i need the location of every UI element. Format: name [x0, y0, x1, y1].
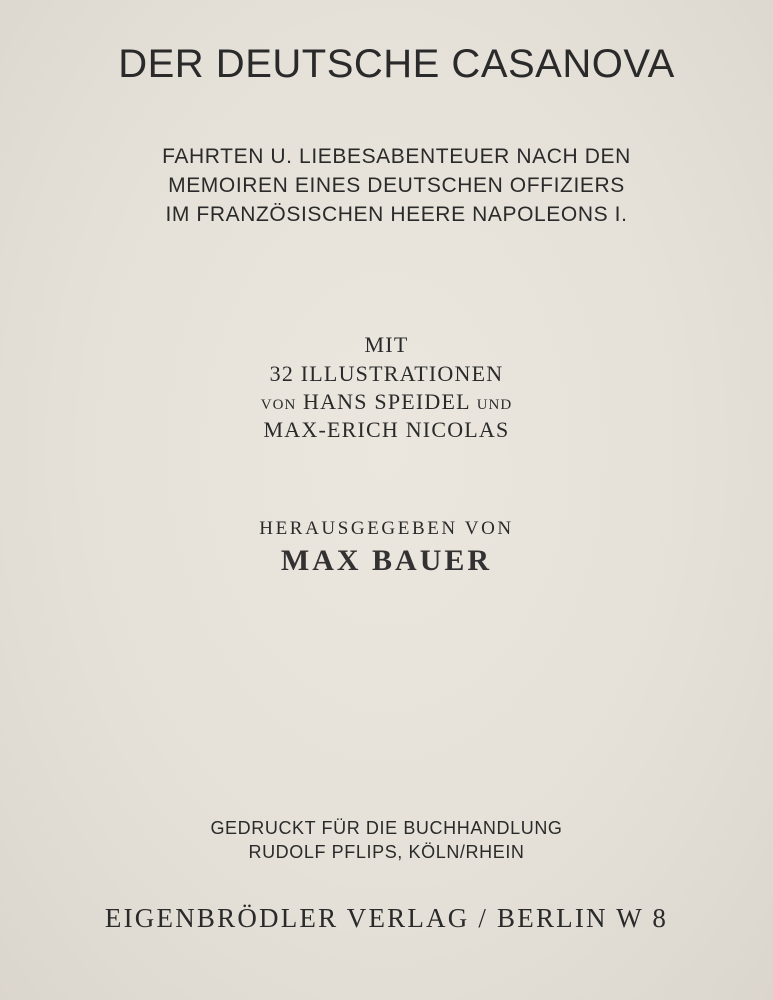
von-word: VON	[260, 397, 297, 413]
book-title: DER DEUTSCHE CASANOVA	[118, 42, 675, 86]
subtitle-line-3: IM FRANZÖSISCHEN HEERE NAPOLEONS I.	[165, 203, 628, 226]
publisher-imprint: EIGENBRÖDLER VERLAG / BERLIN W 8	[104, 903, 669, 933]
illustrators-line-1	[0, 389, 773, 415]
editor-intro: HERAUSGEGEBEN VON	[259, 518, 514, 539]
subtitle-line-2: MEMOIREN EINES DEUTSCHEN OFFIZIERS	[168, 174, 625, 197]
illustrator-name-2: MAX-ERICH NICOLAS	[263, 417, 510, 442]
subtitle-line-1: FAHRTEN U. LIEBESABENTEUER NACH DEN	[162, 145, 631, 168]
printed-for-line-1: GEDRUCKT FÜR DIE BUCHHANDLUNG	[210, 818, 563, 838]
und-word: UND	[476, 397, 513, 413]
printed-for-line-2: RUDOLF PFLIPS, KÖLN/RHEIN	[248, 842, 525, 862]
illustrations-mit: MIT	[364, 332, 409, 357]
editor-name: MAX BAUER	[280, 544, 493, 577]
illustrator-name-1: HANS SPEIDEL	[296, 389, 477, 414]
illustrations-count: 32 ILLUSTRATIONEN	[269, 361, 504, 386]
